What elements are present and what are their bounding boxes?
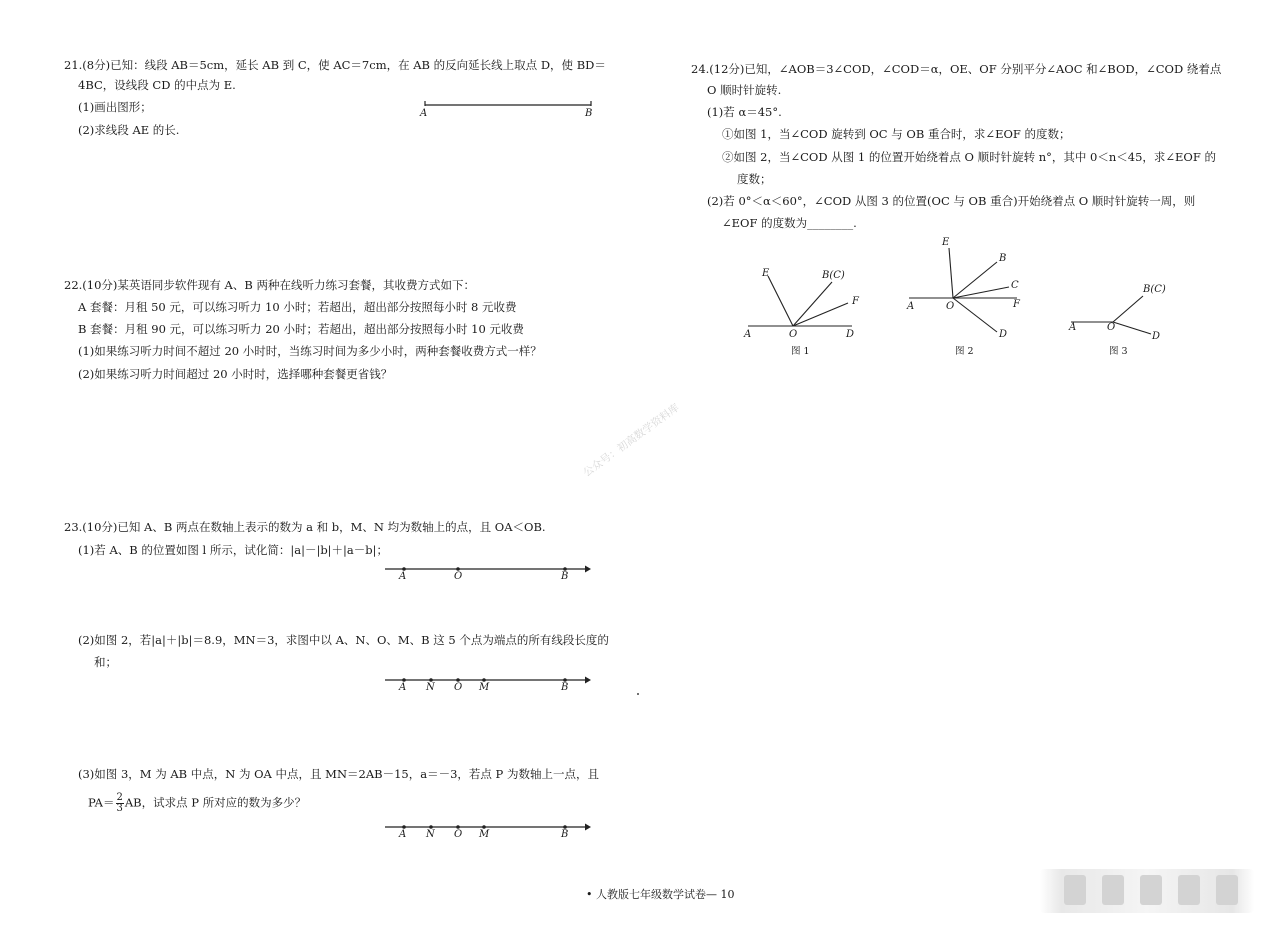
q24-part2-line1: (2)若 0°＜α＜60°，∠COD 从图 3 的位置(OC 与 OB 重合)开始绕着点 O 顺时针旋转一周，则 [707,194,1196,208]
q24-fig2-label-a: A [907,301,915,312]
q22-plan-a: A 套餐：月租 50 元，可以练习听力 10 小时；若超出，超出部分按照每小时 8 元收费 [78,300,517,314]
q21-label-a: A [420,108,428,119]
q21-part2: (2)求线段 AE 的长. [78,123,180,137]
q24-fig3-caption: 图 3 [1109,346,1128,357]
q24-fig2-caption: 图 2 [955,346,974,357]
q23-part3-numerator: 2 [116,792,123,803]
q24-part2-line2: ∠EOF 的度数为________. [722,216,857,230]
q23-part3-line2 [88,793,306,814]
q23-part3-fraction [116,793,124,814]
q24-fig1-label-e: E [762,268,770,279]
q24-stem-line2: O 顺时针旋转. [707,83,782,97]
scan-shadow-segment [1216,875,1238,905]
q23-part2-line1: (2)如图 2，若|a|＋|b|＝8.9，MN＝3，求图中以 A、N、O、M、B 这 5 个点为端点的所有线段长度的 [78,633,609,647]
q22-part2: (2)如果练习听力时间超过 20 小时时，选择哪种套餐更省钱？ [78,367,393,381]
scan-shadow-bar [1040,869,1254,913]
scan-shadow-segment [1064,875,1086,905]
q23-fig2-label-a: A [399,682,407,693]
q22-stem: 22.(10分)某英语同步软件现有 A、B 两种在线听力练习套餐，其收费方式如下： [64,278,475,292]
q24-part1-a: ①如图 1，当∠COD 旋转到 OC 与 OB 重合时，求∠EOF 的度数； [722,127,1071,141]
q23-part1: (1)若 A、B 的位置如图 l 所示，试化简：|a|－|b|＋|a－b|； [78,543,389,557]
q24-fig3-label-bc: B(C) [1143,284,1166,295]
q23-fig1-label-a: A [399,571,407,582]
q23-fig3-label-n: N [426,829,435,840]
q22-part1: (1)如果练习听力时间不超过 20 小时时，当练习时间为多少小时，两种套餐收费方式一样？ [78,344,542,358]
q23-part3-rest: AB，试求点 P 所对应的数为多少？ [124,795,307,810]
q24-part1-b-line1: ②如图 2，当∠COD 从图 1 的位置开始绕着点 O 顺时针旋转 n°，其中 0＜n＜45，求∠EOF 的 [722,150,1216,164]
q24-fig2-label-b: B [999,253,1007,264]
q24-fig1-label-f: F [852,296,859,307]
q24-fig3-label-d: D [1152,331,1161,342]
gutter-mark [637,693,639,695]
q23-fig3-label-b: B [561,829,569,840]
q21-stem-line1: 21.(8分)已知：线段 AB＝5cm，延长 AB 到 C，使 AC＝7cm，在 AB 的反向延长线上取点 D，使 BD＝ [64,58,606,72]
q23-fig1-label-b: B [561,571,569,582]
page-footer: • 人教版七年级数学试卷— 10 [586,888,735,901]
q24-fig1-label-a: A [744,329,752,340]
q21-label-b: B [585,108,593,119]
watermark-text: 公众号：初高数学资料库 [581,401,682,480]
scan-shadow-segment [1178,875,1200,905]
q24-part1-b-line2: 度数； [737,172,772,186]
scan-shadow-segment [1140,875,1162,905]
scan-shadow-segment [1102,875,1124,905]
q24-fig3-label-o: O [1107,322,1116,333]
q24-fig1-label-d: D [846,329,855,340]
q23-fig3-label-m: M [479,829,490,840]
q23-fig1-label-o: O [454,571,463,582]
q24-fig2-label-d: D [999,329,1008,340]
q24-fig2-label-f: F [1013,299,1020,310]
q23-part3-pa: PA＝ [88,795,115,810]
q21-segment-figure [415,96,605,124]
q24-fig1-label-o: O [789,329,798,340]
q21-stem-line2: 4BC，设线段 CD 的中点为 E. [78,78,236,92]
q23-part3-line1: (3)如图 3，M 为 AB 中点，N 为 OA 中点，且 MN＝2AB－15，a＝－3，若点 P 为数轴上一点，且 [78,767,599,781]
q23-fig2-label-n: N [426,682,435,693]
q24-fig2-label-e: E [942,237,950,248]
q24-fig1-label-bc: B(C) [822,270,845,281]
q24-stem-line1: 24.(12分)已知，∠AOB＝3∠COD，∠COD＝α，OE、OF 分别平分∠AOC 和∠BOD，∠COD 绕着点 [691,62,1222,76]
q23-fig3-label-o: O [454,829,463,840]
q24-fig2-label-o: O [946,301,955,312]
q24-fig3-label-a: A [1069,322,1077,333]
q24-part1: (1)若 α＝45°. [707,105,782,119]
q22-plan-b: B 套餐：月租 90 元，可以练习听力 20 小时；若超出，超出部分按照每小时 10 元收费 [78,322,524,336]
q21-part1: (1)画出图形； [78,100,152,114]
q23-part2-line2: 和； [94,655,117,669]
q23-fig2-label-o: O [454,682,463,693]
q24-fig2-label-c: C [1011,280,1019,291]
q23-part3-denominator: 3 [116,803,123,814]
q23-fig3-label-a: A [399,829,407,840]
q23-fig2-label-m: M [479,682,490,693]
q23-fig2-label-b: B [561,682,569,693]
q24-fig1-caption: 图 1 [791,346,810,357]
q23-stem: 23.(10分)已知 A、B 两点在数轴上表示的数为 a 和 b，M、N 均为数轴上的点，且 OA＜OB. [64,520,546,534]
